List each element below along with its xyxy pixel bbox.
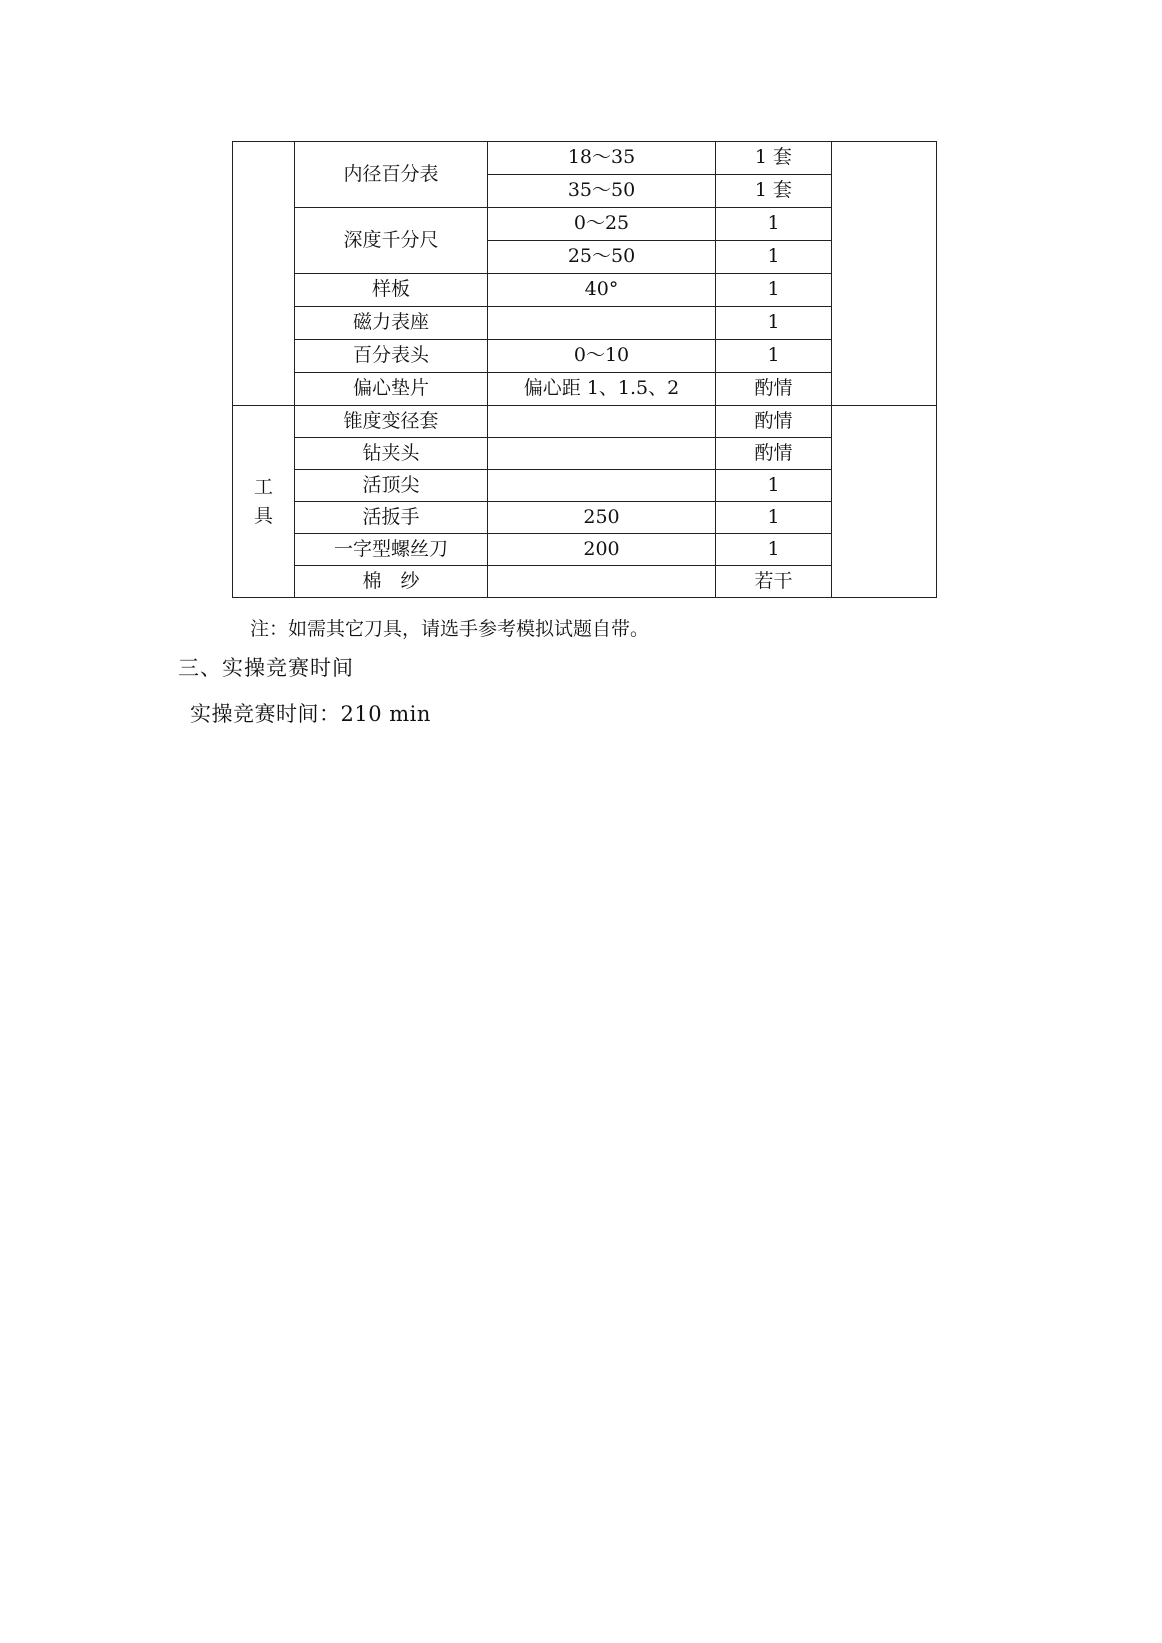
item-name: 深度千分尺 bbox=[295, 208, 488, 274]
item-name: 钻夹头 bbox=[295, 438, 488, 470]
item-qty: 若干 bbox=[716, 566, 832, 598]
item-qty: 1 bbox=[716, 470, 832, 502]
table-row bbox=[233, 566, 937, 598]
item-name: 偏心垫片 bbox=[295, 373, 488, 406]
item-spec: 200 bbox=[488, 534, 716, 566]
item-spec bbox=[488, 566, 716, 598]
item-qty: 酌情 bbox=[716, 406, 832, 438]
item-spec: 250 bbox=[488, 502, 716, 534]
table-row bbox=[233, 142, 937, 175]
item-qty: 1 套 bbox=[716, 142, 832, 175]
table-note: 注：如需其它刀具，请选手参考模拟试题自带。 bbox=[250, 618, 650, 640]
table-row bbox=[233, 470, 937, 502]
item-name: 活顶尖 bbox=[295, 470, 488, 502]
group-cell-measuring bbox=[233, 142, 295, 406]
item-name: 百分表头 bbox=[295, 340, 488, 373]
item-qty: 酌情 bbox=[716, 438, 832, 470]
remarks-cell bbox=[832, 142, 937, 406]
item-name: 内径百分表 bbox=[295, 142, 488, 208]
table-row bbox=[233, 438, 937, 470]
item-qty: 1 bbox=[716, 274, 832, 307]
item-spec bbox=[488, 470, 716, 502]
item-name: 磁力表座 bbox=[295, 307, 488, 340]
table-row bbox=[233, 208, 937, 241]
item-name: 棉 纱 bbox=[295, 566, 488, 598]
table-row bbox=[233, 534, 937, 566]
table-row bbox=[233, 340, 937, 373]
item-qty: 酌情 bbox=[716, 373, 832, 406]
table-row bbox=[233, 406, 937, 438]
item-spec: 0～10 bbox=[488, 340, 716, 373]
table-row bbox=[233, 373, 937, 406]
item-name: 活扳手 bbox=[295, 502, 488, 534]
item-spec: 40° bbox=[488, 274, 716, 307]
equipment-table bbox=[232, 141, 937, 598]
item-spec: 35～50 bbox=[488, 175, 716, 208]
item-spec bbox=[488, 307, 716, 340]
item-spec: 25～50 bbox=[488, 241, 716, 274]
item-spec bbox=[488, 438, 716, 470]
item-spec: 偏心距 1、1.5、2 bbox=[488, 373, 716, 406]
section-heading: 三、实操竞赛时间 bbox=[178, 656, 354, 680]
table-row bbox=[233, 274, 937, 307]
item-qty: 1 bbox=[716, 502, 832, 534]
group-cell-tools bbox=[233, 406, 295, 598]
item-spec: 18～35 bbox=[488, 142, 716, 175]
item-qty: 1 bbox=[716, 340, 832, 373]
item-qty: 1 套 bbox=[716, 175, 832, 208]
item-qty: 1 bbox=[716, 208, 832, 241]
item-qty: 1 bbox=[716, 534, 832, 566]
table-row bbox=[233, 502, 937, 534]
competition-time: 实操竞赛时间：210 min bbox=[190, 702, 431, 726]
item-qty: 1 bbox=[716, 241, 832, 274]
item-name: 锥度变径套 bbox=[295, 406, 488, 438]
item-name: 一字型螺丝刀 bbox=[295, 534, 488, 566]
item-qty: 1 bbox=[716, 307, 832, 340]
group-label-tools: 工 具 bbox=[253, 476, 273, 527]
table-row bbox=[233, 307, 937, 340]
item-spec: 0～25 bbox=[488, 208, 716, 241]
remarks-cell bbox=[832, 406, 937, 598]
item-spec bbox=[488, 406, 716, 438]
item-name: 样板 bbox=[295, 274, 488, 307]
